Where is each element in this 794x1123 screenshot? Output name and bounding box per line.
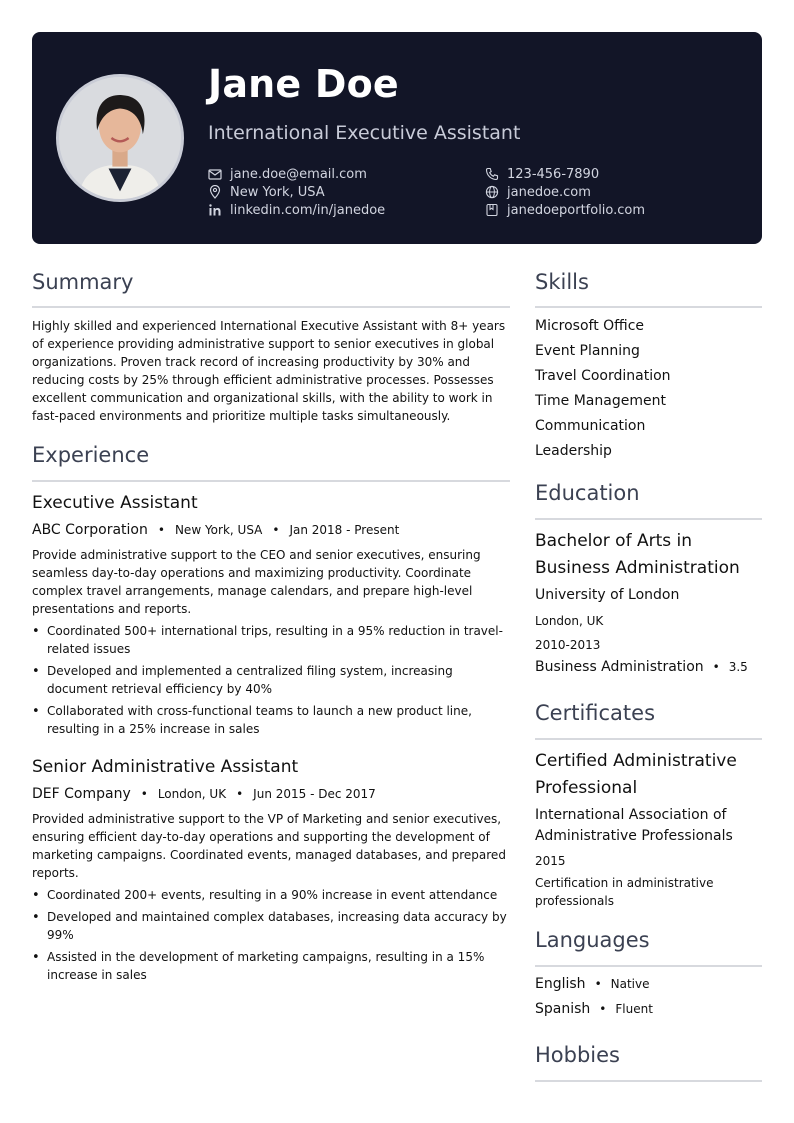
language-name: English: [535, 976, 586, 992]
skill-item: Microsoft Office: [535, 318, 645, 334]
summary-divider: [32, 306, 510, 308]
contact-phone-text: 123-456-7890: [507, 166, 600, 182]
skills-divider: [535, 306, 762, 308]
contact-linkedin-text: linkedin.com/in/janedoe: [230, 202, 386, 218]
separator-dot: •: [157, 523, 165, 537]
job-achievements: [32, 886, 510, 988]
skill-item: Communication: [535, 418, 646, 434]
separator-dot: •: [599, 1002, 607, 1016]
location-icon: [208, 185, 222, 199]
job-description: Provide administrative support to the CEO and senior executives, ensuring seamless day-to-day operations and maximizing productivity. Coordinate complex travel arrangements, manage calendars, and prepare high-level presentations and reports.: [32, 548, 481, 616]
resume-header: [32, 32, 762, 244]
hobbies-heading: Hobbies: [535, 1043, 620, 1067]
contact-phone[interactable]: [485, 165, 599, 183]
job-title: Senior Administrative Assistant: [32, 757, 299, 777]
achievement-item: • Coordinated 500+ international trips, resulting in a 95% reduction in travel-related issues: [32, 622, 510, 658]
candidate-headline: International Executive Assistant: [208, 122, 521, 144]
certificate-description: Certification in administrative professionals: [535, 876, 714, 908]
separator-dot: •: [594, 977, 602, 991]
language-item: [535, 1001, 653, 1017]
summary-heading: Summary: [32, 270, 134, 294]
certificates-heading: Certificates: [535, 701, 656, 725]
achievement-item: • Assisted in the development of marketing campaigns, resulting in a 15% increase in sales: [32, 948, 510, 984]
phone-icon: [485, 167, 499, 181]
profile-photo: [56, 74, 184, 202]
skills-heading: Skills: [535, 270, 589, 294]
job-dates: Jan 2018 - Present: [289, 523, 400, 537]
certificate-year: 2015: [535, 854, 566, 868]
languages-divider: [535, 965, 762, 967]
separator-dot: •: [236, 787, 244, 801]
languages-heading: Languages: [535, 928, 650, 952]
summary-text: Highly skilled and experienced International Executive Assistant with 8+ years of experience providing administrative support to senior executives in global organizations. Proven track record of increasing productivity by 30% and reducing costs by 25% through efficient administrative processes. Possesses excellent communication and organizational skills, with the ability to work in fast-paced environments and prioritize multiple tasks simultaneously.: [32, 319, 506, 423]
portfolio-icon: [485, 203, 499, 217]
education-gpa: 3.5: [728, 660, 748, 674]
certificate-issuer: International Association of Administrative Professionals: [535, 807, 733, 844]
language-item: [535, 976, 650, 992]
job-location: London, UK: [157, 787, 227, 801]
education-degree: Bachelor of Arts in Business Administration: [535, 531, 740, 578]
separator-dot: •: [712, 660, 720, 674]
certificate-name: Certified Administrative Professional: [535, 751, 737, 798]
certificates-divider: [535, 738, 762, 740]
job-dates: Jun 2015 - Dec 2017: [253, 787, 376, 801]
education-field-row: [535, 659, 748, 675]
skill-item: Event Planning: [535, 343, 640, 359]
separator-dot: •: [272, 523, 280, 537]
contact-linkedin[interactable]: [208, 201, 385, 219]
job-meta: [32, 522, 399, 538]
contact-website-text: janedoe.com: [507, 184, 591, 200]
contact-location-text: New York, USA: [230, 184, 325, 200]
contact-email[interactable]: [208, 165, 367, 183]
achievement-item: • Collaborated with cross-functional teams to launch a new product line, resulting in a 25% increase in sales: [32, 702, 510, 738]
achievement-item: • Coordinated 200+ events, resulting in a 90% increase in event attendance: [32, 886, 510, 904]
job-achievements: [32, 622, 510, 742]
skill-item: Travel Coordination: [535, 368, 671, 384]
education-field: Business Administration: [535, 659, 704, 675]
education-heading: Education: [535, 481, 640, 505]
education-divider: [535, 518, 762, 520]
experience-divider: [32, 480, 510, 482]
job-title: Executive Assistant: [32, 493, 198, 513]
hobbies-divider: [535, 1080, 762, 1082]
separator-dot: •: [140, 787, 148, 801]
contact-website[interactable]: [485, 183, 591, 201]
contact-email-text: jane.doe@email.com: [230, 166, 367, 182]
profile-photo-image: [59, 77, 181, 199]
contact-portfolio[interactable]: [485, 201, 645, 219]
contact-portfolio-text: janedoeportfolio.com: [507, 202, 646, 218]
language-level: Native: [610, 977, 650, 991]
job-description: Provided administrative support to the VP of Marketing and senior executives, ensuring efficient day-to-day operations and supporting the development of marketing campaigns. Coordinated events, managed databases, and prepared reports.: [32, 812, 506, 880]
linkedin-icon: [208, 203, 222, 217]
skill-item: Time Management: [535, 393, 666, 409]
skill-item: Leadership: [535, 443, 612, 459]
email-icon: [208, 167, 222, 181]
job-company: ABC Corporation: [32, 522, 148, 538]
contact-location: [208, 183, 325, 201]
job-company: DEF Company: [32, 786, 131, 802]
language-name: Spanish: [535, 1001, 591, 1017]
achievement-item: • Developed and maintained complex databases, increasing data accuracy by 99%: [32, 908, 510, 944]
experience-heading: Experience: [32, 443, 150, 467]
job-meta: [32, 786, 376, 802]
job-location: New York, USA: [174, 523, 263, 537]
education-school: University of London: [535, 587, 680, 603]
achievement-item: • Developed and implemented a centralized filing system, increasing document retrieval efficiency by 40%: [32, 662, 510, 698]
candidate-name: Jane Doe: [208, 62, 399, 106]
education-location: London, UK: [535, 614, 604, 628]
language-level: Fluent: [615, 1002, 653, 1016]
education-years: 2010-2013: [535, 638, 601, 652]
globe-icon: [485, 185, 499, 199]
